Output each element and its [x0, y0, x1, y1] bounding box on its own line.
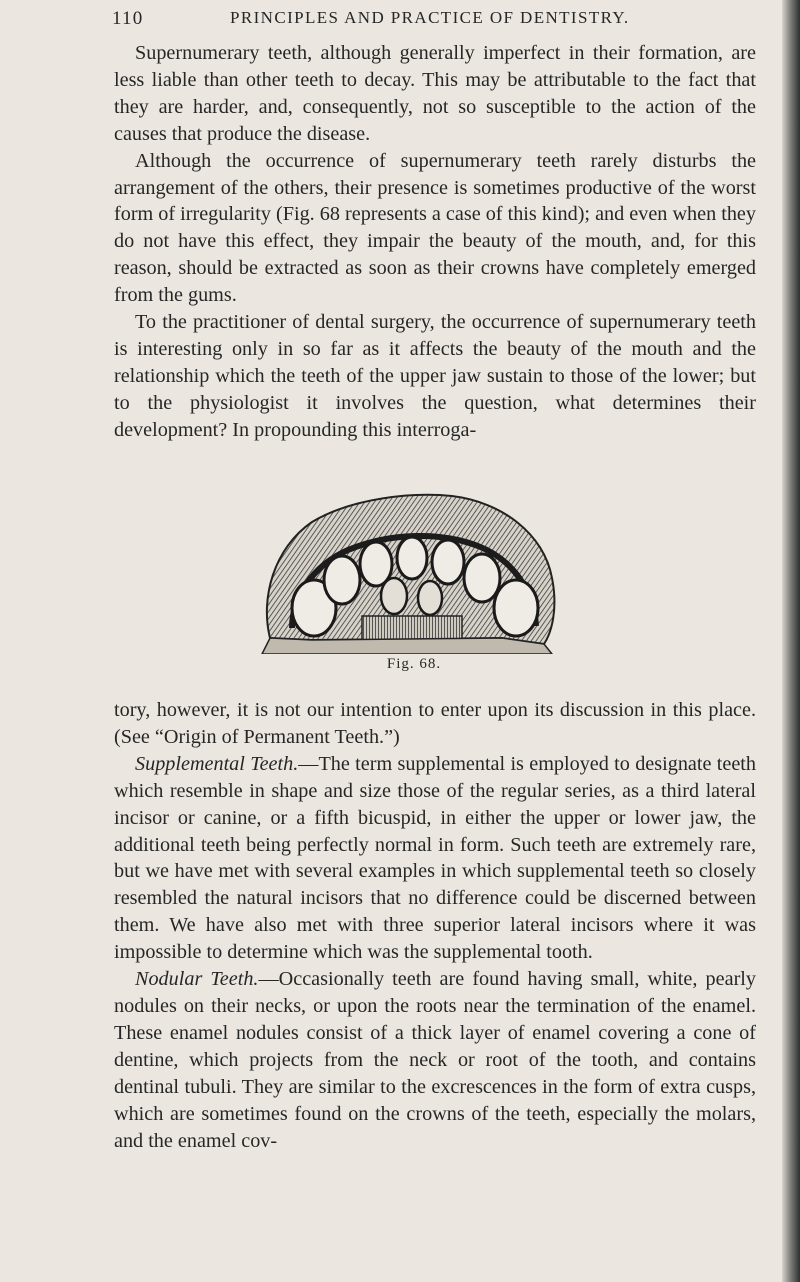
text-block-top — [114, 40, 756, 444]
heading-supplemental-teeth: Supplemental Teeth. — [135, 752, 299, 775]
text-block-bottom — [114, 697, 756, 1154]
running-title: PRINCIPLES AND PRACTICE OF DENTISTRY. — [230, 8, 630, 27]
page-edge-shadow — [782, 0, 800, 1282]
heading-nodular-teeth: Nodular Teeth. — [135, 968, 259, 991]
paragraph-supplemental-teeth — [114, 751, 756, 966]
paragraph-continuation: tory, however, it is not our intention to enter upon its discussion in this place. (See “Origin of Permanent Teeth.”) — [114, 699, 756, 748]
paragraph-supernumerary-decay: Supernumerary teeth, although generally imperfect in their formation, are less liable than other teeth to decay. This may be attributable to the fact that they are harder, and, consequently, not so susceptible to the action of the causes that produce the disease. — [114, 42, 756, 145]
nodular-teeth-text: —Occasionally teeth are found having small, white, pearly nodules on their necks, or upon the roots near the termination of the enamel. These enamel nodules consist of a thick layer of enamel covering a cone of dentine, which projects from the neck or root of the tooth, and contains dentinal tubuli. They are similar to the excrescences in the form of extra cusps, which are sometimes found on the crowns of the teeth, especially the molars, and the enamel cov- — [114, 968, 756, 1152]
paragraph-physiologist: To the practitioner of dental surgery, the occurrence of supernumerary teeth is interesting only in so far as it affects the beauty of the mouth and the relationship which the teeth of the upper jaw sustain to those of the lower; but to the physiologist it involves the question, what determines their development? In propounding this interroga- — [114, 311, 756, 441]
figure-caption: Fig. 68. — [386, 656, 442, 672]
supplemental-teeth-text: —The term supplemental is employed to designate teeth which resemble in shape and size those of the regular series, as a third lateral incisor or canine, or a fifth bicuspid, in either the upper or lower jaw, the additional teeth being perfectly normal in form. Such teeth are extremely rare, but we have met with several examples in which supplemental teeth so closely resembled the natural incisors that no difference could be discerned between them. We have also met with three superior lateral incisors where it was impossible to determine which was the supplemental tooth. — [114, 752, 756, 964]
paragraph-irregularity: Although the occurrence of supernumerary teeth rarely disturbs the arrangement of the others, their presence is sometimes productive of the worst form of irregularity (Fig. 68 represents a case of this kind); and even when they do not have this effect, they impair the beauty of the mouth, and, for this reason, should be extracted as soon as their crowns have completely emerged from the gums. — [114, 149, 756, 307]
page-number: 110 — [112, 8, 144, 29]
paragraph-nodular-teeth — [114, 966, 756, 1154]
figure-68-jaw-illustration — [252, 488, 564, 654]
